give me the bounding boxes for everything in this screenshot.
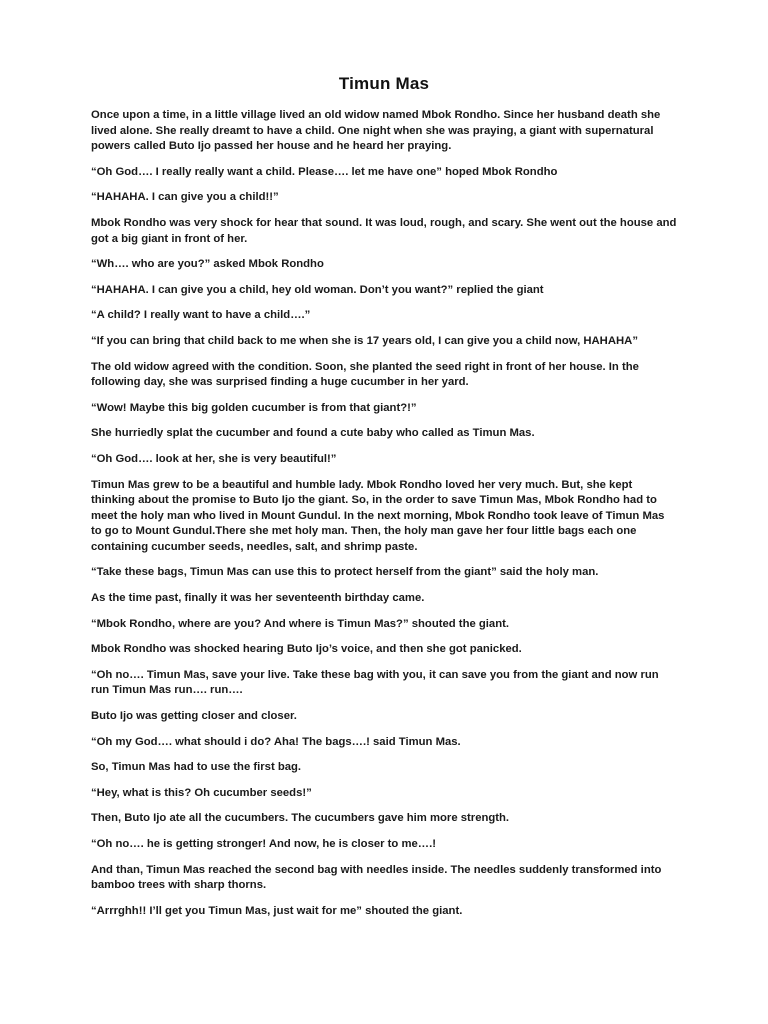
paragraph: The old widow agreed with the condition. Soon, she planted the seed right in front of her house. In the following day, she was surprised finding a huge cucumber in her yard. (91, 360, 639, 389)
paragraph: Timun Mas grew to be a beautiful and humble lady. Mbok Rondho loved her very much. But, she kept thinking about the promise to Buto Ijo the giant. So, in the order to save Timun Mas, Mbok Rondho had to meet the holy man who lived in Mount Gundul. In the next morning, Mbok Rondho took leave of Timun Mas to go to Mount Gundul.There she met holy man. Then, the holy man gave her four little bags each one containing cucumber seeds, needles, salt, and shrimp paste. (91, 478, 665, 553)
paragraph: “HAHAHA. I can give you a child, hey old woman. Don’t you want?” replied the giant (91, 283, 544, 296)
paragraph: “Mbok Rondho, where are you? And where is Timun Mas?” shouted the giant. (91, 617, 510, 630)
paragraph: “Oh God…. I really really want a child. Please…. let me have one” hoped Mbok Rondho (91, 165, 558, 178)
paragraph: “Wh…. who are you?” asked Mbok Rondho (91, 258, 324, 271)
paragraph: Buto Ijo was getting closer and closer. (91, 710, 297, 723)
paragraph: She hurriedly splat the cucumber and found a cute baby who called as Timun Mas. (91, 427, 535, 440)
paragraph: Mbok Rondho was shocked hearing Buto Ijo’s voice, and then she got panicked. (91, 643, 522, 656)
paragraph: “Hey, what is this? Oh cucumber seeds!” (91, 786, 312, 799)
paragraph: “Arrrghh!! I’ll get you Timun Mas, just wait for me” shouted the giant. (91, 904, 463, 917)
paragraph: So, Timun Mas had to use the first bag. (91, 761, 302, 774)
document-title: Timun Mas (338, 74, 430, 93)
paragraph: “HAHAHA. I can give you a child!!” (91, 191, 279, 204)
paragraph: Once upon a time, in a little village lived an old widow named Mbok Rondho. Since her husband death she lived alone. She really dreamt to have a child. One night when she was praying, a giant with supernatural powers called Buto Ijo passed her house and he heard her praying. (91, 109, 661, 153)
document-body (91, 108, 677, 929)
paragraph: “Oh my God…. what should i do? Aha! The bags….! said Timun Mas. (91, 735, 461, 748)
paragraph: “Oh no…. Timun Mas, save your live. Take these bag with you, it can save you from the giant and now run run Timun Mas run…. run…. (91, 668, 659, 697)
paragraph: “Take these bags, Timun Mas can use this to protect herself from the giant” said the holy man. (91, 566, 599, 579)
paragraph: “Oh God…. look at her, she is very beautiful!” (91, 452, 337, 465)
paragraph: “A child? I really want to have a child….” (91, 309, 311, 322)
paragraph: And than, Timun Mas reached the second bag with needles inside. The needles suddenly transformed into bamboo trees with sharp thorns. (91, 863, 662, 892)
paragraph: Then, Buto Ijo ate all the cucumbers. The cucumbers gave him more strength. (91, 812, 510, 825)
paragraph: Mbok Rondho was very shock for hear that sound. It was loud, rough, and scary. She went out the house and got a big giant in front of her. (91, 216, 677, 245)
paragraph: “Oh no…. he is getting stronger! And now, he is closer to me….! (91, 838, 436, 850)
paragraph: “Wow! Maybe this big golden cucumber is from that giant?!” (91, 401, 417, 414)
paragraph: As the time past, finally it was her seventeenth birthday came. (91, 592, 425, 605)
paragraph: “If you can bring that child back to me when she is 17 years old, I can give you a child now, HAHAHA” (91, 334, 638, 347)
